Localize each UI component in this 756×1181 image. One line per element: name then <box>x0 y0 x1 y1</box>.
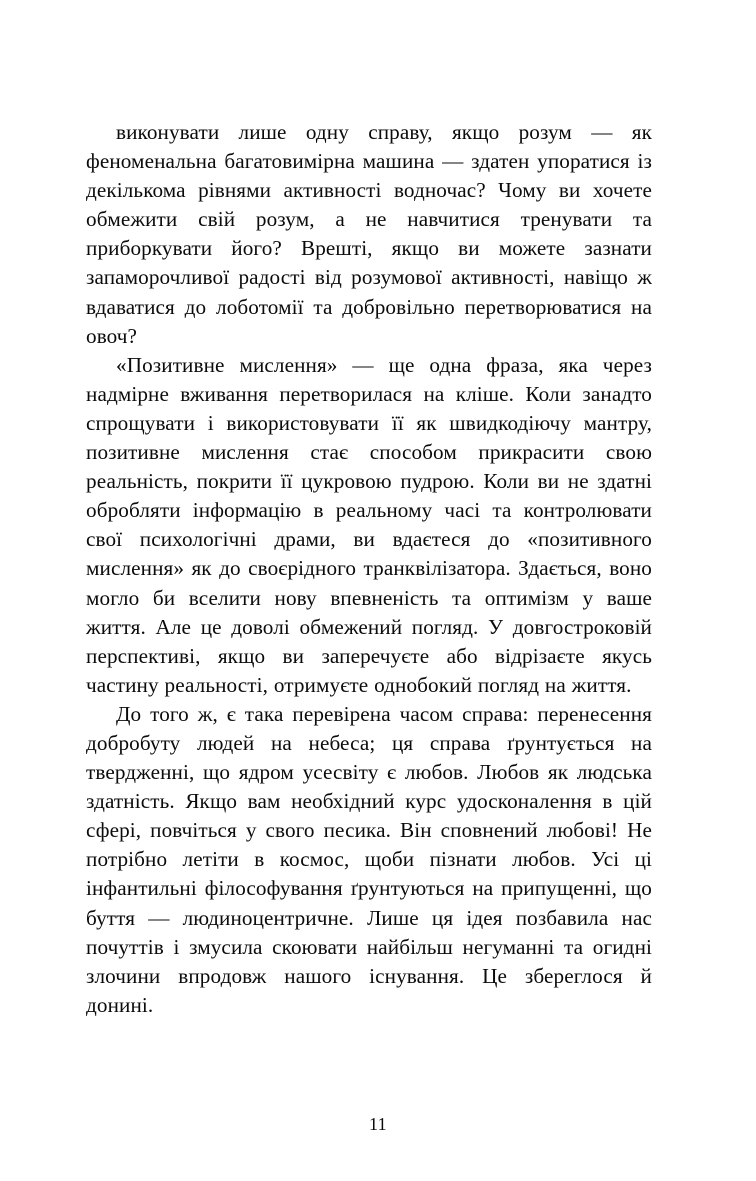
page-text-block <box>86 118 652 1020</box>
page-number: 11 <box>369 1114 387 1134</box>
body-paragraph-1: виконувати лише одну справу, якщо розум — як феноменальна багатовимірна машина — здатен упоратися із декількома рівнями активності водночас? Чому ви хочете обмежити свій розум, а не навчитися тренувати та приборкувати його? Врешті, якщо ви можете зазнати запаморочливої радості від розумової активності, навіщо ж вдаватися до лоботомії та добровільно перетворюватися на овоч? <box>86 120 652 348</box>
body-paragraph-2: «Позитивне мислення» — ще одна фраза, яка через надмірне вживання перетворилася на кліше. Коли занадто спрощувати і використовувати її як швидкодіючу мантру, позитивне мислення стає способом прикрасити свою реальність, покрити її цукровою пудрою. Коли ви не здатні обробляти інформацію в реальному часі та контролювати свої психологічні драми, ви вдаєтеся до «позитивного мислення» як до своєрідного транквілізатора. Здається, воно могло би вселити нову впевненість та оптимізм у ваше життя. Але це доволі обмежений погляд. У довгостроковій перспективі, якщо ви заперечуєте або відрізаєте якусь частину реальності, отримуєте однобокий погляд на життя. <box>86 352 652 697</box>
body-paragraph-3: До того ж, є така перевірена часом справа: перенесення добробуту людей на небеса; ця справа ґрунтується на твердженні, що ядром усесвіту є любов. Любов як людська здатність. Якщо вам необхідний курс удосконалення в цій сфері, повчіться у свого песика. Він сповнений любові! Не потрібно летіти в космос, щоби пізнати любов. Усі ці інфантильні філософування ґрунтуються на припущенні, що буття — людиноцентричне. Лише ця ідея позбавила нас почуттів і змусила скоювати найбільш негуманні та огидні злочини впродовж нашого існування. Це збереглося й донині. <box>86 701 652 1017</box>
